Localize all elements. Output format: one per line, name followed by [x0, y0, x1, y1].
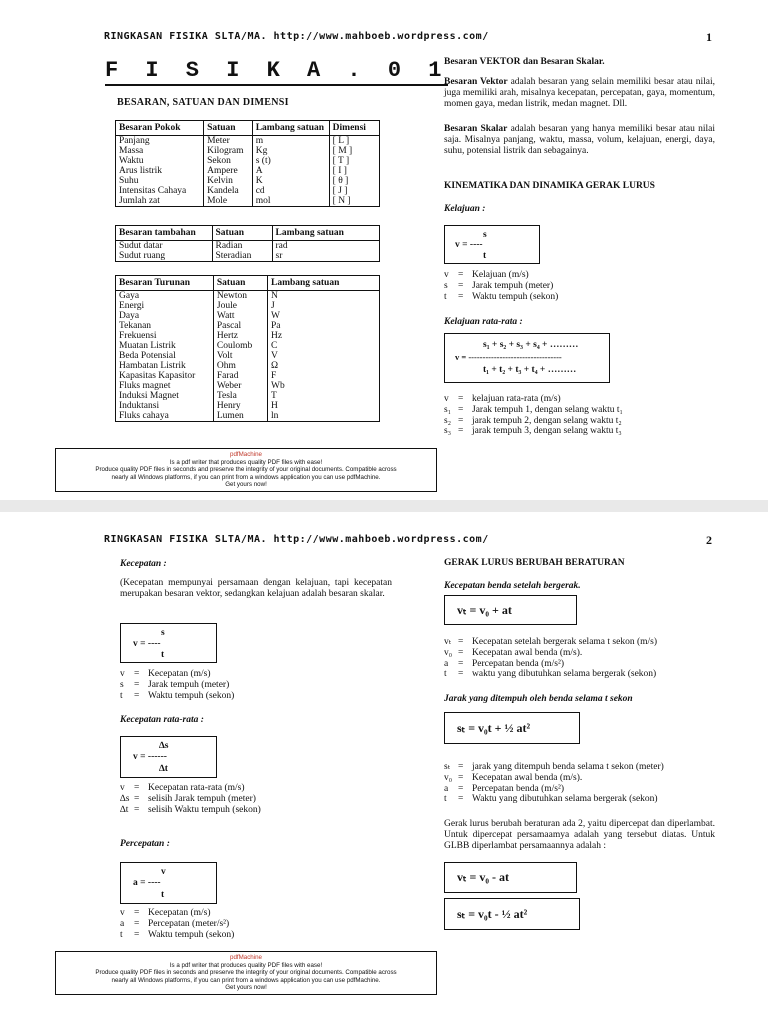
legend-symbol: v₀: [444, 647, 453, 658]
legend-equals: =: [458, 270, 464, 280]
formula-lhs: v = ------: [133, 752, 167, 762]
table-cell: Beda Potensial: [116, 351, 214, 361]
pdfmachine-brand: pdfMachine: [230, 954, 262, 961]
pdfmachine-link[interactable]: Get yours now!: [225, 481, 267, 489]
legend-equals: =: [458, 647, 464, 658]
table-cell: K: [252, 176, 329, 186]
section-subtitle: BESARAN, SATUAN DAN DIMENSI: [117, 97, 289, 108]
table-cell: Fluks magnet: [116, 381, 214, 391]
table-cell: V: [267, 351, 379, 361]
table-cell: [ θ ]: [329, 176, 379, 186]
st-legend: [444, 762, 664, 805]
table-cell: H: [267, 401, 379, 411]
legend-symbol: vₜ: [444, 637, 452, 647]
legend-equals: =: [458, 415, 464, 426]
table-besaran-turunan: [115, 275, 380, 422]
table-cell: J: [267, 301, 379, 311]
legend-row: [444, 426, 623, 437]
legend-description: Kelajuan (m/s): [472, 270, 529, 280]
kelajuan-legend: [444, 270, 558, 302]
legend-description: Kecepatan rata-rata (m/s): [148, 783, 245, 793]
table-header-cell: Satuan: [213, 276, 267, 291]
table-cell: Coulomb: [213, 341, 267, 351]
glbb-heading: GERAK LURUS BERUBAH BERATURAN: [444, 558, 625, 568]
legend-row: [444, 659, 657, 670]
legend-description: Kecepatan awal benda (m/s).: [472, 647, 583, 658]
table-cell: Weber: [213, 381, 267, 391]
table-cell: Daya: [116, 311, 214, 321]
legend-row: [120, 805, 261, 816]
vektor-paragraph: [444, 77, 715, 110]
formula-numerator: s₁ + s₂ + s₃ + s₄ + ………: [483, 340, 579, 350]
legend-description: Jarak tempuh (meter): [148, 679, 230, 690]
legend-equals: =: [458, 280, 464, 291]
table-cell: Suhu: [116, 176, 204, 186]
table-cell: [ T ]: [329, 156, 379, 166]
formula-vt-box: [444, 595, 577, 625]
vektor-term: Besaran Vektor: [444, 77, 508, 87]
formula-lhs: v = ---------------------------------: [455, 352, 562, 362]
kecepatan-rata-heading: Kecepatan rata-rata :: [120, 715, 204, 725]
legend-equals: =: [458, 772, 464, 783]
table-row: [116, 381, 380, 391]
table-row: [116, 186, 380, 196]
formula-lhs: v = ----: [133, 639, 161, 649]
legend-symbol: t: [444, 794, 447, 805]
legend-equals: =: [458, 426, 464, 437]
formula-denominator: t: [483, 251, 487, 261]
formula-lhs: v = ----: [455, 240, 483, 250]
legend-description: Waktu tempuh (sekon): [148, 690, 235, 701]
legend-equals: =: [458, 404, 464, 415]
jarak-heading: Jarak yang ditempuh oleh benda selama t sekon: [444, 694, 633, 704]
table-cell: A: [252, 166, 329, 176]
table-cell: Hz: [267, 331, 379, 341]
formula-st-box: [444, 712, 580, 744]
skalar-paragraph: [444, 124, 715, 157]
table-cell: Wb: [267, 381, 379, 391]
legend-description: Waktu tempuh (sekon): [472, 291, 559, 302]
pdfmachine-line: nearly all Windows platforms, if you can print from a windows application you can use pdfMachine.: [111, 473, 381, 481]
page-separator: [0, 500, 768, 512]
legend-symbol: s₁: [444, 404, 452, 415]
table-cell: Induksi Magnet: [116, 391, 214, 401]
table-row: [116, 176, 380, 186]
skalar-term: Besaran Skalar: [444, 124, 508, 134]
kecepatan-heading: Kecepatan :: [120, 559, 167, 569]
table-header-cell: Lambang satuan: [272, 226, 379, 241]
table-cell: Pascal: [213, 321, 267, 331]
legend-symbol: v: [120, 783, 125, 793]
table-cell: Mole: [204, 196, 253, 207]
table-cell: Ohm: [213, 361, 267, 371]
table-cell: Hambatan Listrik: [116, 361, 214, 371]
table-cell: Kilogram: [204, 146, 253, 156]
kecepatan-formula-box: [120, 623, 217, 663]
legend-description: Kecepatan setelah bergerak selama t sekon (m/s): [472, 637, 657, 647]
legend-equals: =: [134, 908, 140, 918]
table-cell: s (t): [252, 156, 329, 166]
legend-row: [444, 794, 664, 805]
legend-symbol: t: [120, 690, 123, 701]
pdfmachine-line: Produce quality PDF files in seconds and preserve the integrity of your original documents. Compatible across: [95, 466, 397, 474]
kecepatan-rata-formula-box: [120, 736, 217, 778]
kelajuan-heading: Kelajuan :: [444, 204, 486, 214]
legend-row: [444, 773, 664, 784]
table-cell: Joule: [213, 301, 267, 311]
legend-description: jarak yang ditempuh benda selama t sekon (meter): [472, 762, 664, 772]
table-cell: Sudut datar: [116, 241, 213, 252]
table-row: [116, 351, 380, 361]
legend-symbol: v: [120, 669, 125, 679]
page-number: 1: [706, 30, 712, 44]
table-cell: C: [267, 341, 379, 351]
table-besaran-pokok: [115, 120, 380, 207]
table-row: [116, 241, 380, 252]
table-row: [116, 136, 380, 147]
table-row: [116, 391, 380, 401]
table-cell: N: [267, 291, 379, 302]
table-cell: [ L ]: [329, 136, 379, 147]
legend-row: [444, 416, 623, 427]
table-cell: Sudut ruang: [116, 251, 213, 262]
legend-description: Kecepatan (m/s): [148, 669, 211, 679]
table-cell: ln: [267, 411, 379, 422]
kelajuan-rata-formula-box: [444, 333, 610, 383]
kinematika-heading: KINEMATIKA DAN DINAMIKA GERAK LURUS: [444, 181, 655, 191]
legend-row: [120, 908, 234, 919]
document-title: F I S I K A . 0 1: [105, 58, 448, 86]
page-header: RINGKASAN FISIKA SLTA/MA. http://www.mahboeb.wordpress.com/: [104, 31, 489, 42]
pdfmachine-line: Produce quality PDF files in seconds and preserve the integrity of your original documents. Compatible across: [95, 969, 397, 977]
legend-row: [120, 783, 261, 794]
legend-row: [444, 784, 664, 795]
table-row: [116, 361, 380, 371]
table-cell: Kapasitas Kapasitor: [116, 371, 214, 381]
legend-row: [444, 637, 657, 648]
table-cell: Waktu: [116, 156, 204, 166]
table-cell: [ J ]: [329, 186, 379, 196]
table-cell: Watt: [213, 311, 267, 321]
table-cell: Panjang: [116, 136, 204, 147]
table-row: [116, 146, 380, 156]
legend-equals: =: [458, 669, 464, 680]
pdfmachine-link[interactable]: Get yours now!: [225, 984, 267, 992]
vektor-text: adalah besaran yang selain memiliki besar atau nilai, juga memiliki arah, misalnya kecepatan, percepatan, gaya, momentum, momen gaya, medan listrik, medan magnet. Dll.: [444, 77, 715, 109]
legend-description: waktu yang dibutuhkan selama bergerak (sekon): [472, 669, 657, 680]
table-header-cell: Besaran tambahan: [116, 226, 213, 241]
pdfmachine-line: nearly all Windows platforms, if you can print from a windows application you can use pdfMachine.: [111, 976, 381, 984]
table-cell: cd: [252, 186, 329, 196]
table-cell: Newton: [213, 291, 267, 302]
glbb-paragraph: Gerak lurus berubah beraturan ada 2, yaitu dipercepat dan diperlambat. Untuk dipercepat persamaamya adalah yang tersebut diatas. Untuk GLBB diperlambat persamaannya adalah :: [444, 819, 715, 851]
formula-vt-minus: vₜ = v₀ - at: [457, 870, 509, 884]
table-cell: Meter: [204, 136, 253, 147]
pdfmachine-line: Is a pdf writer that produces quality PDF files with ease!: [169, 961, 323, 969]
pdfmachine-brand: pdfMachine: [230, 451, 262, 458]
legend-description: selisih Jarak tempuh (meter): [148, 793, 256, 804]
legend-symbol: v₀: [444, 772, 453, 783]
table-row: [116, 166, 380, 176]
table-cell: Henry: [213, 401, 267, 411]
legend-equals: =: [458, 762, 464, 772]
kecepatan-setelah-heading: Kecepatan benda setelah bergerak.: [444, 581, 581, 591]
table-cell: Steradian: [212, 251, 272, 262]
table-row: [116, 371, 380, 381]
table-row: [116, 291, 380, 302]
legend-row: [444, 292, 558, 303]
legend-equals: =: [458, 637, 464, 647]
legend-symbol: s₂: [444, 415, 452, 426]
legend-description: Waktu yang dibutuhkan selama bergerak (sekon): [472, 794, 658, 805]
legend-equals: =: [134, 679, 140, 690]
legend-description: Percepatan (meter/s²): [148, 918, 230, 929]
legend-description: Kecepatan awal benda (m/s).: [472, 772, 583, 783]
legend-row: [444, 669, 657, 680]
table-header-cell: Lambang satuan: [252, 121, 329, 136]
table-cell: Kelvin: [204, 176, 253, 186]
table-cell: Tesla: [213, 391, 267, 401]
vt-legend: [444, 637, 657, 680]
table-cell: [ M ]: [329, 146, 379, 156]
formula-vt: vₜ = v₀ + at: [457, 603, 512, 617]
legend-equals: =: [134, 783, 140, 793]
legend-equals: =: [458, 394, 464, 404]
table-row: [116, 156, 380, 166]
legend-symbol: a: [444, 783, 449, 794]
legend-row: [444, 648, 657, 659]
table-header-cell: Dimensi: [329, 121, 379, 136]
table-row: [116, 196, 380, 207]
table-row: [116, 331, 380, 341]
skalar-text: adalah besaran yang hanya memiliki besar atau nilai saja. Misalnya panjang, waktu, massa, volum, kelajuan, energi, daya, suhu, potensial listrik dan sebagainya.: [444, 124, 715, 156]
page-number: 2: [706, 533, 712, 547]
table-row: [116, 321, 380, 331]
formula-st: sₜ = v₀t + ½ at²: [457, 721, 531, 735]
legend-symbol: a: [120, 918, 125, 929]
legend-row: [120, 919, 234, 930]
table-cell: Ampere: [204, 166, 253, 176]
table-cell: Arus listrik: [116, 166, 204, 176]
page-header: RINGKASAN FISIKA SLTA/MA. http://www.mahboeb.wordpress.com/: [104, 534, 489, 545]
legend-description: kelajuan rata-rata (m/s): [472, 394, 561, 404]
table-cell: Ω: [267, 361, 379, 371]
legend-description: Waktu tempuh (sekon): [148, 929, 235, 940]
legend-symbol: ∆s: [120, 793, 130, 804]
formula-denominator: t: [161, 890, 165, 900]
legend-row: [444, 270, 558, 281]
table-row: [116, 341, 380, 351]
table-row: [116, 251, 380, 262]
table-cell: F: [267, 371, 379, 381]
formula-denominator: t: [161, 650, 165, 660]
formula-numerator: v: [161, 867, 166, 877]
legend-row: [120, 691, 234, 702]
legend-equals: =: [458, 794, 464, 805]
kelajuan-rata-heading: Kelajuan rata-rata :: [444, 317, 523, 327]
legend-description: Kecepatan (m/s): [148, 908, 211, 918]
pdfmachine-notice: [55, 951, 437, 995]
legend-equals: =: [458, 291, 464, 302]
legend-row: [444, 762, 664, 773]
kelajuan-formula-box: [444, 225, 540, 264]
table-cell: Intensitas Cahaya: [116, 186, 204, 196]
legend-description: Jarak tempuh (meter): [472, 280, 554, 291]
page-2: [0, 512, 768, 1012]
table-cell: [ N ]: [329, 196, 379, 207]
table-cell: [ I ]: [329, 166, 379, 176]
legend-symbol: t: [444, 669, 447, 680]
formula-denominator: ∆t: [159, 764, 168, 774]
legend-symbol: a: [444, 658, 449, 669]
legend-equals: =: [134, 929, 140, 940]
table-besaran-tambahan: [115, 225, 380, 262]
legend-row: [444, 405, 623, 416]
table-header-cell: Besaran Turunan: [116, 276, 214, 291]
table-cell: Energi: [116, 301, 214, 311]
table-cell: Frekuensi: [116, 331, 214, 341]
kelajuan-rata-legend: [444, 394, 623, 437]
kecepatan-legend: [120, 669, 234, 701]
formula-numerator: s: [483, 230, 487, 240]
percepatan-legend: [120, 908, 234, 940]
legend-description: jarak tempuh 3, dengan selang waktu t₃: [472, 426, 622, 437]
table-cell: Farad: [213, 371, 267, 381]
table-cell: W: [267, 311, 379, 321]
table-cell: sr: [272, 251, 379, 262]
table-cell: Induktansi: [116, 401, 214, 411]
table-cell: mol: [252, 196, 329, 207]
table-cell: Kg: [252, 146, 329, 156]
legend-symbol: sₜ: [444, 762, 451, 772]
legend-equals: =: [458, 783, 464, 794]
table-cell: Massa: [116, 146, 204, 156]
table-cell: Hertz: [213, 331, 267, 341]
legend-description: Jarak tempuh 1, dengan selang waktu t₁: [472, 404, 623, 415]
table-cell: Radian: [212, 241, 272, 252]
kecepatan-rata-legend: [120, 783, 261, 815]
formula-numerator: ∆s: [159, 741, 169, 751]
table-cell: Gaya: [116, 291, 214, 302]
table-row: [116, 401, 380, 411]
legend-row: [120, 930, 234, 941]
legend-row: [120, 669, 234, 680]
table-cell: T: [267, 391, 379, 401]
kecepatan-paragraph: (Kecepatan mempunyai persamaan dengan kelajuan, tapi kecepatan merupakan besaran vektor, sedangkan kelajuan adalah besaran skalar.: [120, 578, 392, 599]
legend-row: [444, 281, 558, 292]
legend-equals: =: [134, 804, 140, 815]
legend-symbol: s₃: [444, 426, 452, 437]
table-cell: Tekanan: [116, 321, 214, 331]
legend-symbol: s: [444, 280, 448, 291]
vektor-heading: Besaran VEKTOR dan Besaran Skalar.: [444, 57, 605, 67]
table-row: [116, 411, 380, 422]
table-cell: m: [252, 136, 329, 147]
table-cell: rad: [272, 241, 379, 252]
percepatan-heading: Percepatan :: [120, 839, 170, 849]
formula-vt-minus-box: [444, 862, 577, 893]
table-cell: Sekon: [204, 156, 253, 166]
formula-lhs: a = ----: [133, 878, 161, 888]
table-cell: Lumen: [213, 411, 267, 422]
legend-row: [120, 680, 234, 691]
table-row: [116, 311, 380, 321]
page-1: [0, 0, 768, 500]
legend-equals: =: [134, 918, 140, 929]
legend-description: jarak tempuh 2, dengan selang waktu t₂: [472, 415, 622, 426]
legend-row: [120, 794, 261, 805]
table-header-cell: Satuan: [212, 226, 272, 241]
pdfmachine-line: Is a pdf writer that produces quality PDF files with ease!: [169, 458, 323, 466]
table-cell: Pa: [267, 321, 379, 331]
table-cell: Volt: [213, 351, 267, 361]
legend-row: [444, 394, 623, 405]
table-header-cell: Lambang satuan: [267, 276, 379, 291]
formula-st-minus-box: [444, 898, 580, 930]
legend-equals: =: [134, 690, 140, 701]
legend-symbol: v: [444, 394, 449, 404]
table-row: [116, 301, 380, 311]
table-cell: Kandela: [204, 186, 253, 196]
legend-description: Percepatan benda (m/s²): [472, 658, 565, 669]
legend-symbol: s: [120, 679, 124, 690]
legend-equals: =: [134, 669, 140, 679]
formula-st-minus: sₜ = v₀t - ½ at²: [457, 907, 528, 921]
table-cell: Jumlah zat: [116, 196, 204, 207]
pdfmachine-notice: [55, 448, 437, 492]
table-cell: Fluks cahaya: [116, 411, 214, 422]
legend-symbol: v: [444, 270, 449, 280]
percepatan-formula-box: [120, 862, 217, 904]
legend-description: Percepatan benda (m/s²): [472, 783, 565, 794]
legend-symbol: t: [120, 929, 123, 940]
table-header-cell: Besaran Pokok: [116, 121, 204, 136]
legend-equals: =: [458, 658, 464, 669]
legend-symbol: t: [444, 291, 447, 302]
table-header-cell: Satuan: [204, 121, 253, 136]
legend-description: selisih Waktu tempuh (sekon): [148, 804, 261, 815]
legend-equals: =: [134, 793, 140, 804]
legend-symbol: ∆t: [120, 804, 129, 815]
legend-symbol: v: [120, 908, 125, 918]
formula-numerator: s: [161, 628, 165, 638]
table-cell: Muatan Listrik: [116, 341, 214, 351]
formula-denominator: t₁ + t₂ + t₃ + t₄ + ………: [483, 365, 577, 375]
